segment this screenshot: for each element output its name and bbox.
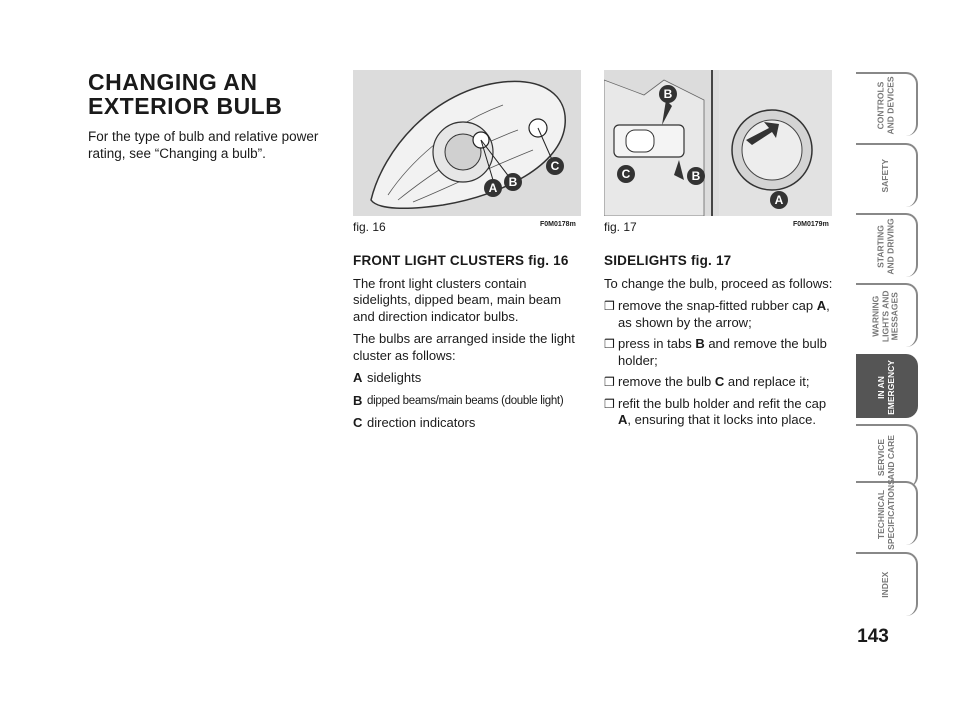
step-item bbox=[604, 298, 834, 331]
tab-technical-specifications[interactable]: TECHNICAL SPECIFICATIONS bbox=[856, 481, 918, 545]
callout-A bbox=[484, 179, 502, 197]
step-item bbox=[604, 396, 834, 429]
step-text: press in tabs B and remove the bulb holder; bbox=[618, 336, 827, 368]
legend-key: B bbox=[353, 392, 363, 408]
page-number: 143 bbox=[857, 626, 889, 647]
step-text: remove the snap-fitted rubber cap A, as shown by the arrow; bbox=[618, 298, 830, 330]
checkbox-bullet-icon: ❒ bbox=[604, 299, 615, 313]
figure-16-caption: fig. 16 bbox=[353, 220, 386, 234]
callout-C bbox=[546, 157, 564, 175]
legend-item bbox=[353, 415, 583, 432]
checkbox-bullet-icon: ❒ bbox=[604, 375, 615, 389]
tab-controls-and-devices[interactable]: CONTROLS AND DEVICES bbox=[856, 72, 918, 136]
callout-C bbox=[617, 165, 635, 183]
callout-B-bottom bbox=[687, 167, 705, 185]
svg-text:B: B bbox=[663, 87, 673, 101]
svg-text:A: A bbox=[774, 193, 784, 207]
title-line-1: CHANGING AN bbox=[88, 69, 258, 95]
title-line-2: EXTERIOR BULB bbox=[88, 93, 283, 119]
checkbox-bullet-icon: ❒ bbox=[604, 396, 615, 411]
callout-B-top bbox=[659, 85, 677, 103]
tab-in-an-emergency[interactable]: IN AN EMERGENCY bbox=[856, 354, 918, 418]
figure-17-code: F0M0179m bbox=[793, 221, 829, 228]
legend-text: direction indicators bbox=[367, 415, 476, 430]
legend-key: A bbox=[353, 370, 363, 385]
svg-text:B: B bbox=[508, 175, 518, 189]
tab-index[interactable]: INDEX bbox=[856, 552, 918, 616]
intro-text: For the type of bulb and relative power rating, see “Changing a bulb”. bbox=[88, 129, 319, 161]
side-intro: To change the bulb, proceed as follows: bbox=[604, 275, 833, 291]
legend-item bbox=[353, 393, 583, 410]
svg-text:C: C bbox=[621, 167, 631, 181]
front-light-clusters-section bbox=[353, 253, 583, 438]
legend-item bbox=[353, 370, 583, 387]
checkbox-bullet-icon: ❒ bbox=[604, 337, 615, 351]
side-heading: SIDELIGHTS fig. 17 bbox=[604, 253, 732, 268]
front-heading: FRONT LIGHT CLUSTERS fig. 16 bbox=[353, 253, 569, 268]
tab-warning-lights-and-messages[interactable]: WARNING LIGHTS AND MESSAGES bbox=[856, 283, 918, 347]
front-paragraph-2: The bulbs are arranged inside the light cluster as follows: bbox=[353, 331, 575, 363]
svg-text:A: A bbox=[488, 181, 498, 195]
page-title bbox=[88, 70, 282, 118]
step-item bbox=[604, 374, 834, 391]
step-text: remove the bulb C and replace it; bbox=[618, 374, 810, 389]
front-paragraph-1: The front light clusters contain sidelights, dipped beam, main beam and direction indicator bulbs. bbox=[353, 275, 562, 324]
figure-17-sidelight bbox=[604, 70, 832, 216]
step-text: refit the bulb holder and refit the cap A, ensuring that it locks into place. bbox=[618, 395, 827, 427]
legend-text: dipped beams/main beams (double light) bbox=[367, 394, 564, 407]
svg-text:C: C bbox=[550, 159, 560, 173]
figure-16-code: F0M0178m bbox=[540, 221, 576, 228]
sidelights-section bbox=[604, 253, 834, 434]
callout-A bbox=[770, 191, 788, 209]
tab-service-and-care[interactable]: SERVICE AND CARE bbox=[856, 424, 918, 488]
legend-text: sidelights bbox=[367, 370, 422, 385]
svg-text:B: B bbox=[691, 169, 701, 183]
legend-key: C bbox=[353, 415, 363, 430]
figure-17-caption: fig. 17 bbox=[604, 220, 637, 234]
figure-16-headlight bbox=[353, 70, 581, 216]
tab-safety[interactable]: SAFETY bbox=[856, 143, 918, 207]
tab-starting-and-driving[interactable]: STARTING AND DRIVING bbox=[856, 213, 918, 277]
callout-B bbox=[504, 173, 522, 191]
step-item bbox=[604, 336, 834, 369]
